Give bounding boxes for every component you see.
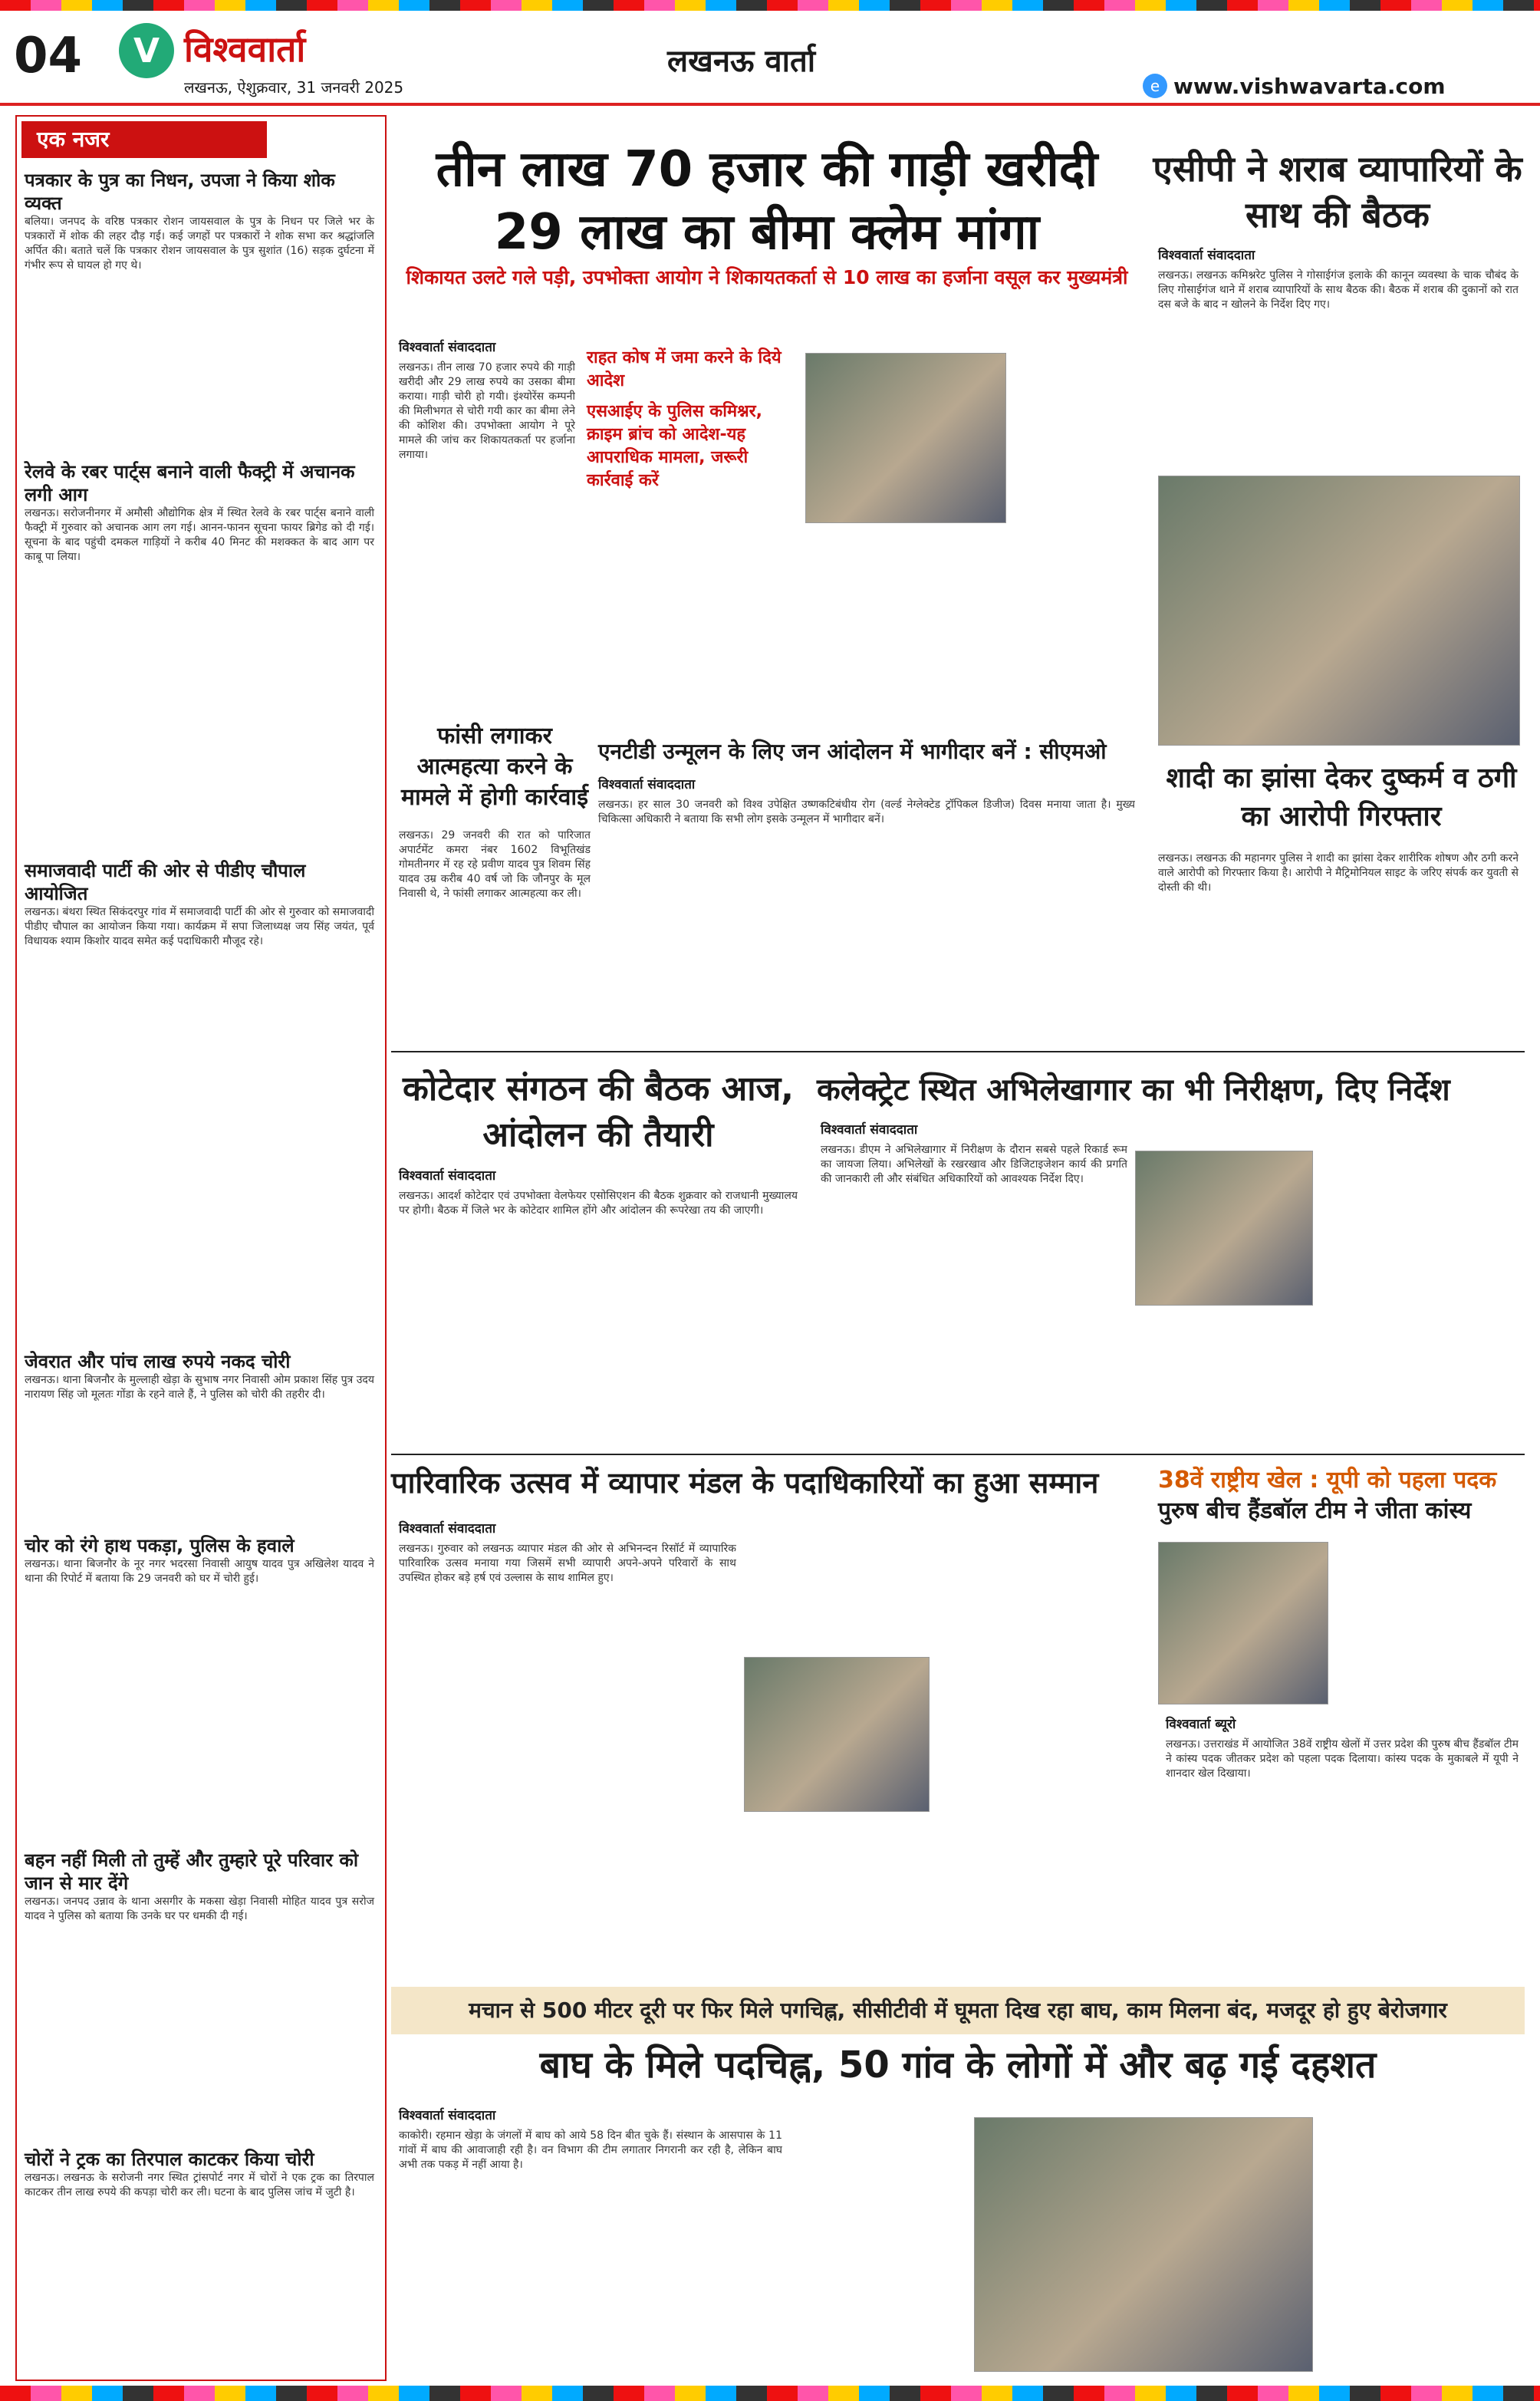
left-item-title: रेलवे के रबर पार्ट्स बनाने वाली फैक्ट्री में अचानक लगी आग	[25, 461, 355, 506]
fasi-text: लखनऊ। 29 जनवरी की रात को पारिजात अपार्टमेंट कमरा नंबर 1602 विभूतिखंड गोमतीनगर में रह रहे प्रवीण यादव पुत्र शिवम सिंह यादव उम्र करीब 40 वर्ष जो कि जौनपुर के मूल निवासी थे, ने फांसी लगाकर आत्महत्या कर ली।	[399, 829, 591, 900]
divider	[391, 1051, 1525, 1052]
marriage-headline: शादी का झांसा देकर दुष्कर्म व ठगी का आरोपी गिरफ्तार	[1166, 762, 1517, 832]
handball-photo	[1158, 1542, 1328, 1704]
website-link[interactable]: www.vishwavarta.com	[1173, 74, 1446, 99]
meeting-photo	[1158, 476, 1520, 746]
left-item-text: बलिया। जनपद के वरिष्ठ पत्रकार रोशन जायसवाल के पुत्र के निधन पर जिले भर के पत्रकारों में शोक की लहर दौड़ गई। कई जगहों पर पत्रकारों ने शोक सभा कर श्रद्धांजलि अर्पित की। बताते चलें कि पत्रकार रोशन जायसवाल के पुत्र सुशांत (16) सड़क दुर्घटना में गंभीर रूप से घायल हो गए थे।	[25, 216, 374, 272]
inspection-photo	[1135, 1151, 1313, 1306]
left-item-title: चोर को रंगे हाथ पकड़ा, पुलिस के हवाले	[25, 1535, 295, 1556]
kotedar-headline: कोटेदार संगठन की बैठक आज, आंदोलन की तैयारी	[403, 1069, 794, 1154]
ntd-text: लखनऊ। हर साल 30 जनवरी को विश्व उपेक्षित उष्णकटिबंधीय रोग (वर्ल्ड नेग्लेक्टेड ट्रॉपिकल डिजीज) दिवस मनाया जाता है। मुख्य चिकित्सा अधिकारी ने बताया कि सभी लोग इसके उन्मूलन में भागीदार बनें।	[598, 799, 1135, 825]
kotedar-text: लखनऊ। आदर्श कोटेदार एवं उपभोक्ता वेलफेयर एसोसिएशन की बैठक शुक्रवार को राजधानी मुख्यालय पर होगी। बैठक में जिले भर के कोटेदार शामिल होंगे और आंदोलन की रूपरेखा तय की जाएगी।	[399, 1190, 798, 1217]
divider	[391, 1454, 1525, 1455]
left-item-title: पत्रकार के पुत्र का निधन, उपजा ने किया शोक व्यक्त	[25, 170, 335, 214]
lead-headline-1: तीन लाख 70 हजार की गाड़ी खरीदी	[436, 141, 1098, 198]
left-item	[25, 460, 374, 565]
marriage-text: लखनऊ। लखनऊ की महानगर पुलिस ने शादी का झांसा देकर शारीरिक शोषण और ठगी करने वाले आरोपी को गिरफ्तार किया है। आरोपी ने मैट्रिमोनियल साइट के जरिए संपर्क कर युवती से दोस्ती की थी।	[1158, 852, 1519, 894]
sp-byline: विश्ववार्ता संवाददाता	[1158, 248, 1255, 263]
vyapar-byline: विश्ववार्ता संवाददाता	[399, 1521, 496, 1536]
left-item-text: लखनऊ। थाना बिजनौर के नूर नगर भदरसा निवासी आयुष यादव पुत्र अखिलेश यादव ने थाना की रिपोर्ट में बताया कि 29 जनवरी को घर में चोरी हुई।	[25, 1558, 374, 1585]
games-headline-1: 38वें राष्ट्रीय खेल : यूपी को पहला पदक	[1158, 1467, 1497, 1494]
brand-title: विश्ववार्ता	[184, 28, 306, 70]
lead-text: लखनऊ। तीन लाख 70 हजार रुपये की गाड़ी खरीदी और 29 लाख रुपये का उसका बीमा कराया। गाड़ी चोरी हो गयी। इंश्योरेंस कम्पनी की मिलीभगत से चोरी गयी कार का बीमा लेने की कोशिश की। उपभोक्ता आयोग ने पूरे मामले की जांच कर शिकायतकर्ता पर हर्जाना लगाया।	[399, 361, 575, 461]
sp-text: लखनऊ। लखनऊ कमिश्नरेट पुलिस ने गोसाईगंज इलाके की कानून व्यवस्था के चाक चौबंद के लिए गोसाईगंज थाने में शराब व्यापारियों के साथ बैठक की। बैठक में शराब की दुकानों को रात दस बजे के बाद न खोलने के निर्देश दिए गए।	[1158, 269, 1519, 311]
abhilekh-byline: विश्ववार्ता संवाददाता	[821, 1122, 918, 1138]
games-text: लखनऊ। उत्तराखंड में आयोजित 38वें राष्ट्रीय खेलों में उत्तर प्रदेश की पुरुष बीच हैंडबॉल टीम ने कांस्य पदक जीतकर प्रदेश को पहला पदक दिलाया। कांस्य पदक के मुकाबले में यूपी ने शानदार खेल दिखाया।	[1166, 1738, 1519, 1780]
left-item-title: चोरों ने ट्रक का तिरपाल काटकर किया चोरी	[25, 2149, 314, 2170]
highlight-1: राहत कोष में जमा करने के दिये आदेश	[587, 348, 782, 390]
highlight-2: एसआईए के पुलिस कमिश्नर, क्राइम ब्रांच को आदेश-यह आपराधिक मामला, जरूरी कार्रवाई करें	[587, 402, 763, 490]
forest-photo	[974, 2117, 1313, 2372]
left-item-text: लखनऊ। थाना बिजनौर के मुल्लाही खेड़ा के सुभाष नगर निवासी ओम प्रकाश सिंह पुत्र उदय नारायण सिंह जो मूलतः गोंडा के रहने वाले हैं, ने पुलिस को चोरी की तहरीर दी।	[25, 1374, 374, 1401]
games-byline: विश्ववार्ता ब्यूरो	[1166, 1717, 1236, 1732]
felicitation-photo	[744, 1657, 930, 1812]
games-story	[1158, 1465, 1525, 1527]
left-item-title: समाजवादी पार्टी की ओर से पीडीए चौपाल आयोजित	[25, 860, 306, 904]
kotedar-byline: विश्ववार्ता संवाददाता	[399, 1168, 496, 1184]
left-item-text: लखनऊ। सरोजनीनगर में अमौसी औद्योगिक क्षेत्र में स्थित रेलवे के रबर पार्ट्स बनाने वाली फैक्ट्री में गुरुवार को अचानक आग लग गई। आनन-फानन सूचना फायर ब्रिगेड को दी गई। सूचना के बाद पहुंची दमकल गाड़ियों ने करीब 40 मिनट की मशक्कत के बाद आग पर काबू पा लिया।	[25, 507, 374, 563]
lead-subhead: शिकायत उलटे गले पड़ी, उपभोक्ता आयोग ने शिकायतकर्ता से 10 लाख का हर्जाना वसूल कर मुख्यमंत्री	[406, 266, 1128, 288]
logo-icon: V	[119, 23, 174, 78]
left-item	[25, 1350, 374, 1402]
tiger-text: काकोरी। रहमान खेड़ा के जंगलों में बाघ को आये 58 दिन बीत चुके हैं। संस्थान के आसपास के 11 गांवों में बाघ की आवाजाही रही है। वन विभाग की टीम लगातार निगरानी कर रही है, लेकिन बाघ अभी तक पकड़ में नहीं आया है।	[399, 2129, 782, 2171]
ek-nazar-label: एक नजर	[21, 121, 267, 158]
tiger-headline: बाघ के मिले पदचिह्न, 50 गांव के लोगों में और बढ़ गई दहशत	[539, 2044, 1377, 2086]
vyapar-headline: पारिवारिक उत्सव में व्यापार मंडल के पदाधिकारियों का हुआ सम्मान	[391, 1466, 1099, 1500]
fasi-headline: फांसी लगाकर आत्महत्या करने के मामले में होगी कार्रवाई	[401, 723, 588, 811]
left-item	[25, 169, 374, 273]
top-color-strip	[0, 0, 1540, 11]
vyapar-text: लखनऊ। गुरुवार को लखनऊ व्यापार मंडल की ओर से अभिनन्दन रिसॉर्ट में व्यापारिक पारिवारिक उत्सव मनाया गया जिसमें सभी व्यापारी अपने-अपने परिवारों के साथ उपस्थित होकर बड़े हर्ष एवं उल्लास के साथ शामिल हुए।	[399, 1543, 736, 1584]
tiger-banner: मचान से 500 मीटर दूरी पर फिर मिले पगचिह्न, सीसीटीवी में घूमता दिख रहा बाघ, काम मिलना बंद, मजदूर हो हुए बेरोजगार	[391, 1987, 1525, 2034]
games-headline-2: पुरुष बीच हैंडबॉल टीम ने जीता कांस्य	[1158, 1497, 1472, 1524]
left-item-text: लखनऊ। जनपद उन्नाव के थाना असगीर के मकसा खेड़ा निवासी मोहित यादव पुत्र सरोज यादव ने पुलिस को बताया कि उनके घर पर धमकी दी गई।	[25, 1895, 374, 1922]
lead-headline-2: 29 लाख का बीमा क्लेम मांगा	[494, 204, 1040, 261]
left-item-title: बहन नहीं मिली तो तुम्हें और तुम्हारे पूरे परिवार को जान से मार देंगे	[25, 1849, 359, 1894]
sp-headline: एसीपी ने शराब व्यापारियों के साथ की बैठक	[1153, 148, 1522, 235]
page-number: 04	[14, 28, 83, 84]
left-item-text: लखनऊ। लखनऊ के सरोजनी नगर स्थित ट्रांसपोर्ट नगर में चोरों ने एक ट्रक का तिरपाल काटकर तीन लाख रुपये की कपड़ा चोरी कर ली। घटना के बाद पुलिस जांच में जुटी है।	[25, 2172, 374, 2198]
abhilekh-headline: कलेक्ट्रेट स्थित अभिलेखागार का भी निरीक्षण, दिए निर्देश	[817, 1072, 1450, 1108]
left-item-title: जेवरात और पांच लाख रुपये नकद चोरी	[25, 1351, 291, 1372]
left-item	[25, 859, 374, 949]
dateline: लखनऊ, ऐशुक्रवार, 31 जनवरी 2025	[184, 78, 404, 97]
left-item	[25, 2148, 374, 2200]
left-item	[25, 1849, 374, 1924]
ntd-headline: एनटीडी उन्मूलन के लिए जन आंदोलन में भागीदार बनें : सीएमओ	[598, 739, 1107, 764]
ek-nazar-column	[15, 115, 387, 2381]
abhilekh-text: लखनऊ। डीएम ने अभिलेखागार में निरीक्षण के दौरान सबसे पहले रिकार्ड रूम का जायजा लिया। अभिलेखों के रखरखाव और डिजिटाइजेशन कार्य की प्रगति की जानकारी ली और संबंधित अधिकारियों को आवश्यक निर्देश दिए।	[821, 1144, 1127, 1185]
lead-text-cont	[1012, 345, 1139, 698]
lead-story	[391, 138, 1143, 290]
section-title: लखनऊ वार्ता	[667, 44, 816, 79]
globe-icon: e	[1143, 74, 1167, 98]
ntd-byline: विश्ववार्ता संवाददाता	[598, 777, 696, 792]
lead-highlights	[587, 345, 794, 491]
tiger-byline: विश्ववार्ता संवाददाता	[399, 2108, 496, 2123]
left-item-text: लखनऊ। बंथरा स्थित सिकंदरपुर गांव में समाजवादी पार्टी की ओर से गुरुवार को समाजवादी पीडीए चौपाल का आयोजन किया गया। कार्यक्रम में सपा जिलाध्यक्ष जय सिंह जयंत, पूर्व विधायक श्याम किशोर यादव समेत कई पदाधिकारी मौजूद रहे।	[25, 906, 374, 947]
justice-illustration	[805, 353, 1006, 523]
bottom-color-strip	[0, 2386, 1540, 2401]
left-item	[25, 1534, 374, 1586]
lead-byline: विश्ववार्ता संवाददाता	[399, 340, 496, 355]
